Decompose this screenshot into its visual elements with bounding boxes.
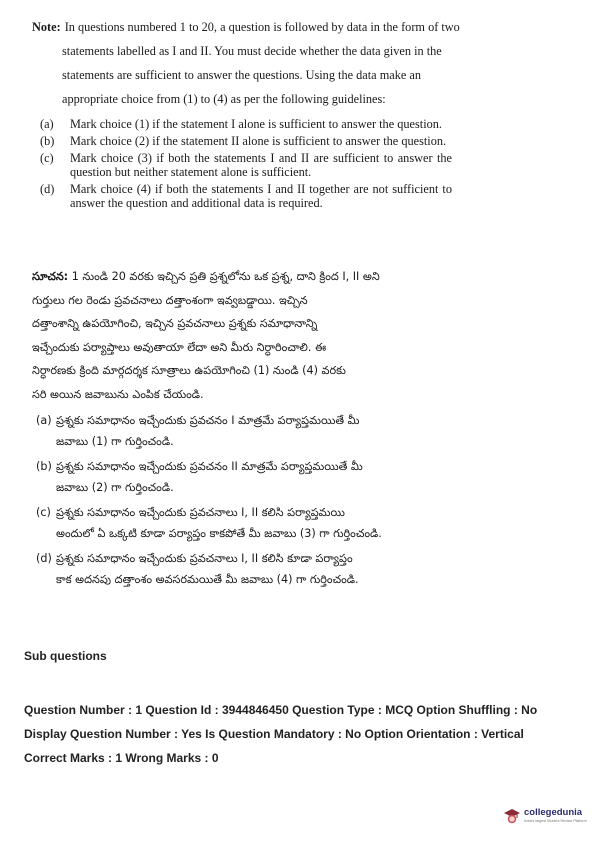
telugu-line — [32, 265, 450, 289]
logo-name: collegedunia — [524, 807, 583, 818]
option-text: ప్రశ్నకు సమాధానం ఇచ్చేందుకు ప్రవచనాలు I, II కలిసి కూడా పర్యాప్తం — [56, 552, 353, 565]
telugu-line: దత్తాంశాన్ని ఉపయోగించి, ఇచ్చిన ప్రవచనాలు ప్రశ్నకు సమాధానాన్ని — [32, 317, 318, 330]
option-text: Mark choice (3) if both the statements I and II are sufficient to answer the question but neither statement alone is sufficient. — [70, 151, 452, 179]
option-text: అందులో ఏ ఒక్కటి కూడా పర్యాప్తం కాకపోతే మీ జవాబు (3) గా గుర్తించండి. — [56, 527, 382, 540]
telugu-line: సరి అయిన జవాబును ఎంపిక చేయండి. — [32, 387, 204, 401]
logo-text — [524, 809, 587, 825]
question-meta-line: Display Question Number : Yes Is Question Mandatory : No Option Orientation : Vertical — [24, 727, 524, 741]
note-option-d — [32, 182, 452, 210]
note-intro-line: In questions numbered 1 to 20, a question is followed by data in the form of two — [64, 20, 460, 34]
instructions-note — [32, 20, 460, 210]
graduate-avatar-icon — [503, 808, 521, 826]
option-marker: (b) — [40, 134, 55, 148]
option-marker: (a) — [40, 117, 54, 131]
telugu-option-a — [32, 410, 450, 452]
option-text: జవాబు (2) గా గుర్తించండి. — [56, 481, 174, 494]
note-intro-continued — [32, 44, 452, 106]
sub-questions-heading: Sub questions — [24, 649, 107, 663]
telugu-line-text: 1 నుండి 20 వరకు ఇచ్చిన ప్రతి ప్రశ్నలోను ఒక ప్రశ్న, దాని క్రింద I, II అని — [71, 270, 380, 283]
logo-tagline: India's largest Student Review Platform — [524, 819, 587, 823]
option-text: ప్రశ్నకు సమాధానం ఇచ్చేందుకు ప్రవచనాలు I, II కలిసి పర్యాప్తమయి — [56, 506, 345, 519]
option-marker: (a) — [36, 414, 52, 427]
option-text: కాక అదనపు దత్తాంశం అవసరమయితే మీ జవాబు (4) గా గుర్తించండి. — [56, 573, 359, 586]
collegedunia-logo — [503, 808, 587, 826]
option-text: Mark choice (4) if both the statements I and II together are not sufficient to answer the question and additional data is required. — [70, 182, 452, 210]
note-label: Note: — [32, 20, 61, 34]
telugu-option-b — [32, 456, 450, 498]
option-text: Mark choice (1) if the statement I alone is sufficient to answer the question. — [70, 117, 442, 131]
option-text: జవాబు (1) గా గుర్తించండి. — [56, 435, 174, 448]
telugu-option-c — [32, 502, 450, 544]
question-meta-line: Question Number : 1 Question Id : 3944846450 Question Type : MCQ Option Shuffling : No — [24, 703, 538, 717]
telugu-option-d — [32, 548, 450, 590]
option-marker: (c) — [40, 151, 54, 165]
note-option-c — [32, 151, 452, 179]
question-meta-line: Correct Marks : 1 Wrong Marks : 0 — [24, 751, 219, 765]
note-option-b — [32, 134, 452, 148]
telugu-line: నిర్ధారణకు క్రింది మార్గదర్శక సూత్రాలు ఉపయోగించి (1) నుండి (4) వరకు — [32, 364, 346, 377]
telugu-label: సూచన: — [32, 270, 69, 283]
option-marker: (d) — [40, 182, 55, 196]
note-heading — [32, 20, 460, 34]
option-text: ప్రశ్నకు సమాధానం ఇచ్చేందుకు ప్రవచనం II మాత్రమే పర్యాప్తమయితే మీ — [56, 460, 363, 473]
note-intro-line: statements labelled as I and II. You must decide whether the data given in the — [62, 44, 442, 58]
telugu-line: ఇచ్చేందుకు పర్యాప్తాలు అవుతాయా లేదా అని మీరు నిర్ధారించాలి. ఈ — [32, 340, 327, 354]
note-intro-line: appropriate choice from (1) to (4) as per the following guidelines: — [62, 92, 386, 106]
telugu-instructions — [32, 265, 450, 590]
option-text: Mark choice (2) if the statement II alone is sufficient to answer the question. — [70, 134, 447, 148]
option-marker: (c) — [36, 506, 51, 519]
note-option-a — [32, 117, 452, 131]
option-marker: (b) — [36, 460, 52, 473]
note-intro-line: statements are sufficient to answer the questions. Using the data make an — [62, 68, 422, 82]
option-marker: (d) — [36, 552, 52, 565]
option-text: ప్రశ్నకు సమాధానం ఇచ్చేందుకు ప్రవచనం I మాత్రమే పర్యాప్తమయితే మీ — [56, 414, 360, 427]
telugu-line: గుర్తులు గల రెండు ప్రవచనాలు దత్తాంశంగా ఇవ్వబడ్డాయి. ఇచ్చిన — [32, 293, 308, 307]
